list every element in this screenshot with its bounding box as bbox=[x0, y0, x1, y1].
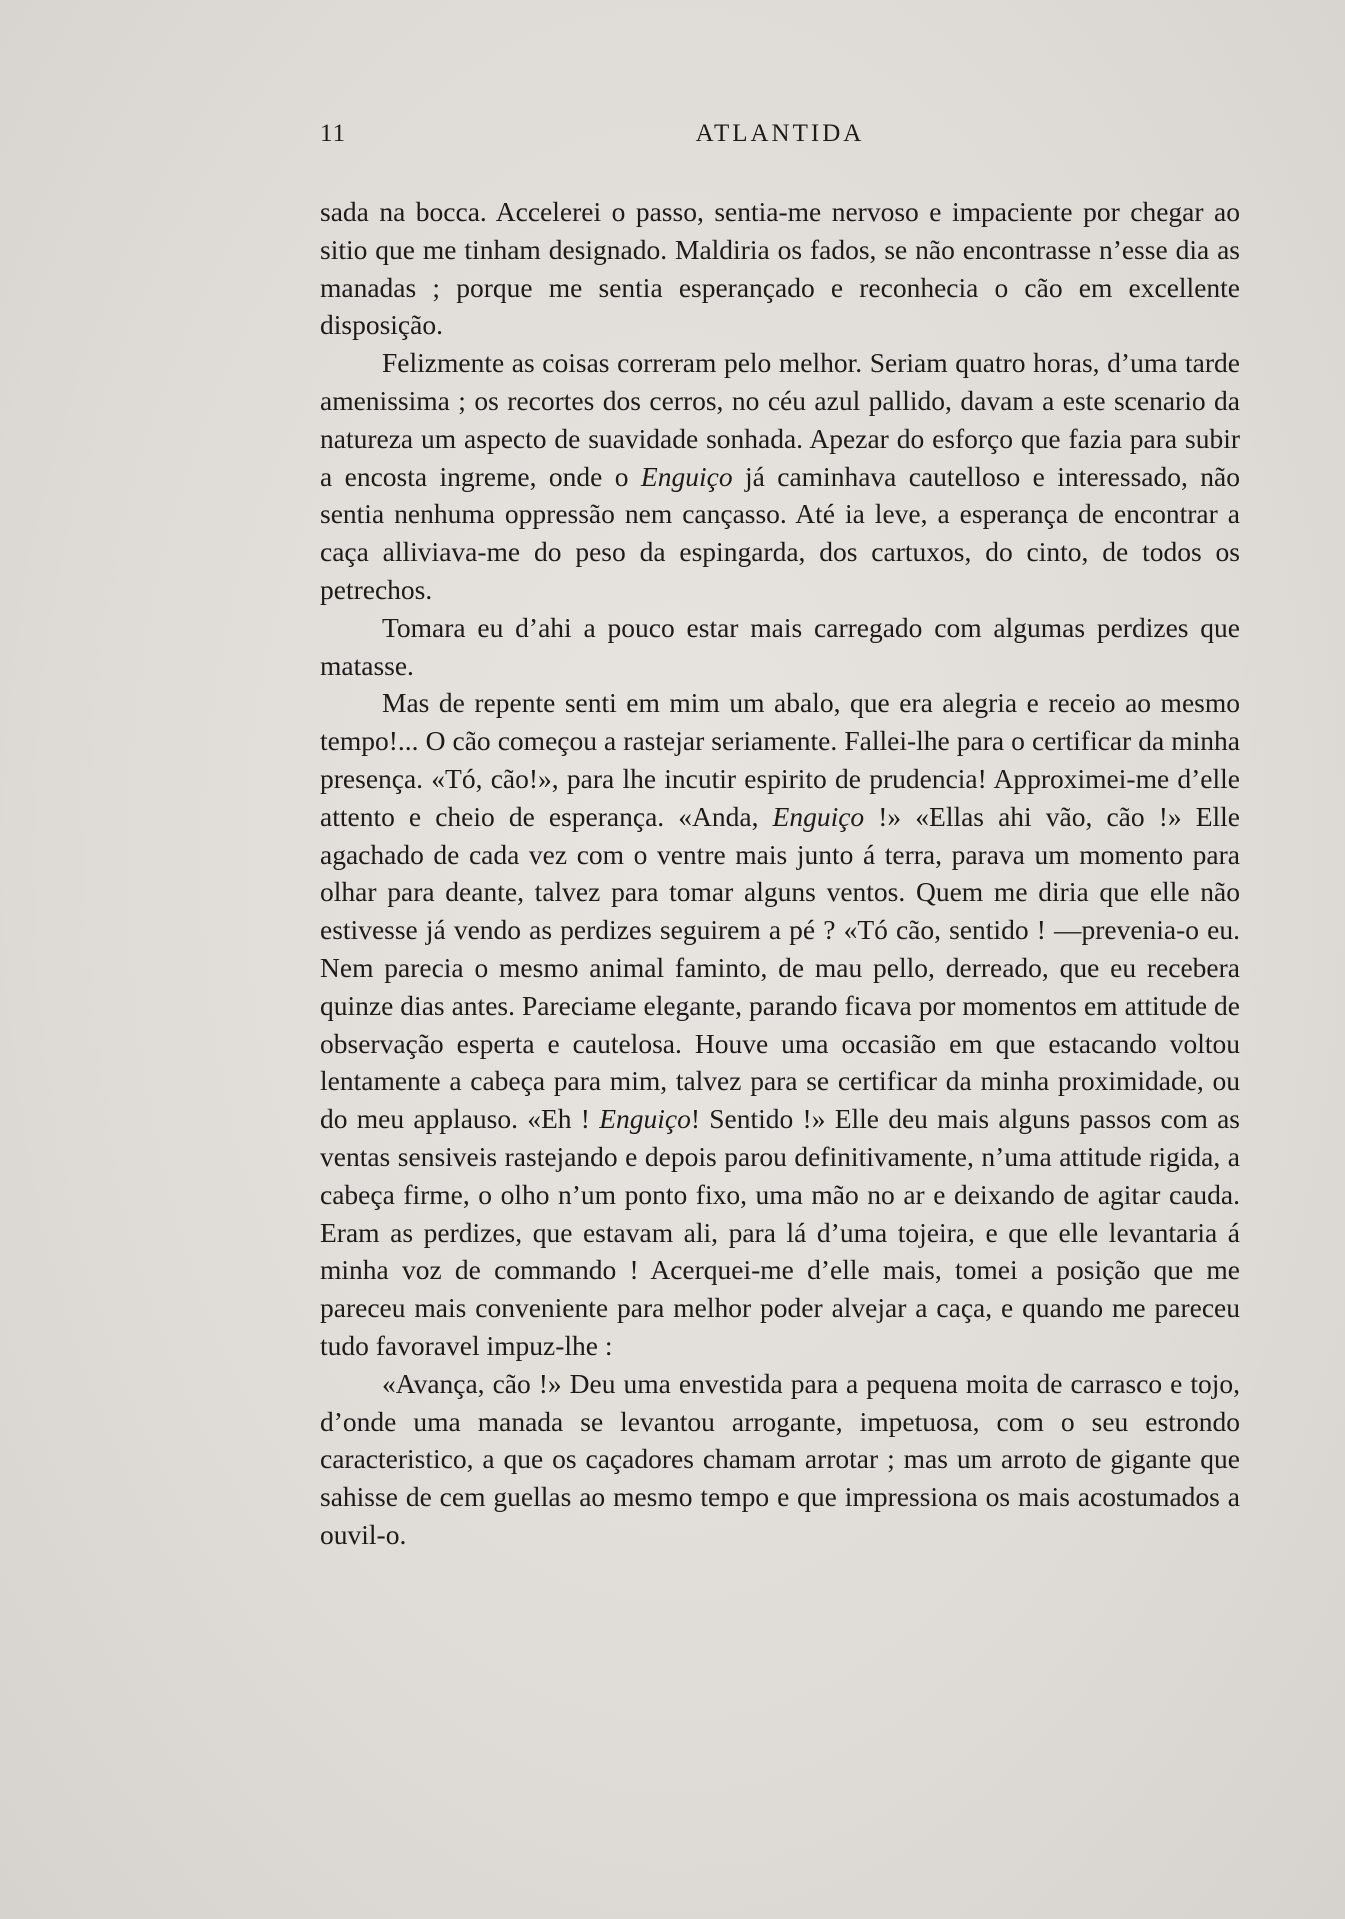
page-number: 11 bbox=[320, 120, 347, 147]
text-run: Tomara eu d’ahi a pouco estar mais carregado com algumas perdizes que matasse. bbox=[320, 611, 1240, 681]
text-run: sada na bocca. Accelerei o passo, sentia-me nervoso e impaciente por chegar ao sitio que me tinham designado. Maldiria os fados, se não encontrasse n’esse dia as manadas ; porque me sentia esperançado e reconhecia o cão em excellente disposição. bbox=[320, 196, 1240, 341]
paragraph bbox=[320, 684, 1240, 1364]
italic-name: Enguiço bbox=[640, 460, 733, 492]
running-title: ATLANTIDA bbox=[695, 120, 865, 147]
text-run: já caminhava cautelloso e interessado, não sentia nenhuma oppressão nem cançasso. Até ia leve, a esperança de encontrar a caça alliviava-me do peso da espingarda, dos cartuxos, do cinto, de todos os petrechos. bbox=[320, 460, 1240, 605]
text-run: «Avança, cão !» Deu uma envestida para a pequena moita de carrasco e tojo, d’onde uma manada se levantou arrogante, impetuosa, com o seu estrondo caracteristico, a que os caçadores chamam arrotar ; mas um arroto de gigante que sahisse de cem guellas ao mesmo tempo e que impressiona os mais acostumados a ouvil-o. bbox=[320, 1367, 1240, 1550]
text-run: !» «Ellas ahi vão, cão !» Elle agachado de cada vez com o ventre mais junto á terra, parava um momento para olhar para deante, talvez para tomar alguns ventos. Quem me diria que elle não estivesse já vendo as perdizes seguirem a pé ? «Tó cão, sentido ! —prevenia-o eu. Nem parecia o mesmo animal faminto, de mau pello, derreado, que eu recebera quinze dias antes. Pareciame elegante, parando ficava por momentos em attitude de observação esperta e cautelosa. Houve uma occasião em que estacando voltou lentamente a cabeça para mim, talvez para se certificar da minha proximidade, ou do meu applauso. «Eh ! bbox=[320, 800, 1240, 1135]
text-run: Mas de repente senti em mim um abalo, que era alegria e receio ao mesmo tempo!... O cão começou a rastejar seriamente. Fallei-lhe para o certificar da minha presença. «Tó, cão!», para lhe incutir espirito de prudencia! Approximei-me d’elle attento e cheio de esperança. «Anda, bbox=[320, 687, 1240, 832]
body-text bbox=[320, 193, 1240, 1554]
paragraph bbox=[320, 344, 1240, 609]
paragraph bbox=[320, 1365, 1240, 1554]
running-head bbox=[320, 120, 1240, 156]
paragraph bbox=[320, 193, 1240, 344]
italic-name: Enguiço bbox=[772, 800, 865, 832]
text-run: ! Sentido !» Elle deu mais alguns passos com as ventas sensiveis rastejando e depois parou definitivamente, n’uma attitude rigida, a cabeça firme, o olho n’um ponto fixo, uma mão no ar e deixando de agitar cauda. Eram as perdizes, que estavam ali, para lá d’uma tojeira, e que elle levantaria á minha voz de commando ! Acerquei-me d’elle mais, tomei a posição que me pareceu mais conveniente para melhor poder alvejar a caça, e quando me pareceu tudo favoravel impuz-lhe : bbox=[320, 1103, 1240, 1361]
italic-name: Enguiço bbox=[599, 1103, 691, 1135]
text-run: Felizmente as coisas correram pelo melhor. Seriam quatro horas, d’uma tarde amenissima ; os recortes dos cerros, no céu azul pallido, davam a este scenario da natureza um aspecto de suavidade sonhada. Apezar do esforço que fazia para subir a encosta ingreme, onde o bbox=[320, 347, 1240, 492]
paragraph bbox=[320, 609, 1240, 685]
